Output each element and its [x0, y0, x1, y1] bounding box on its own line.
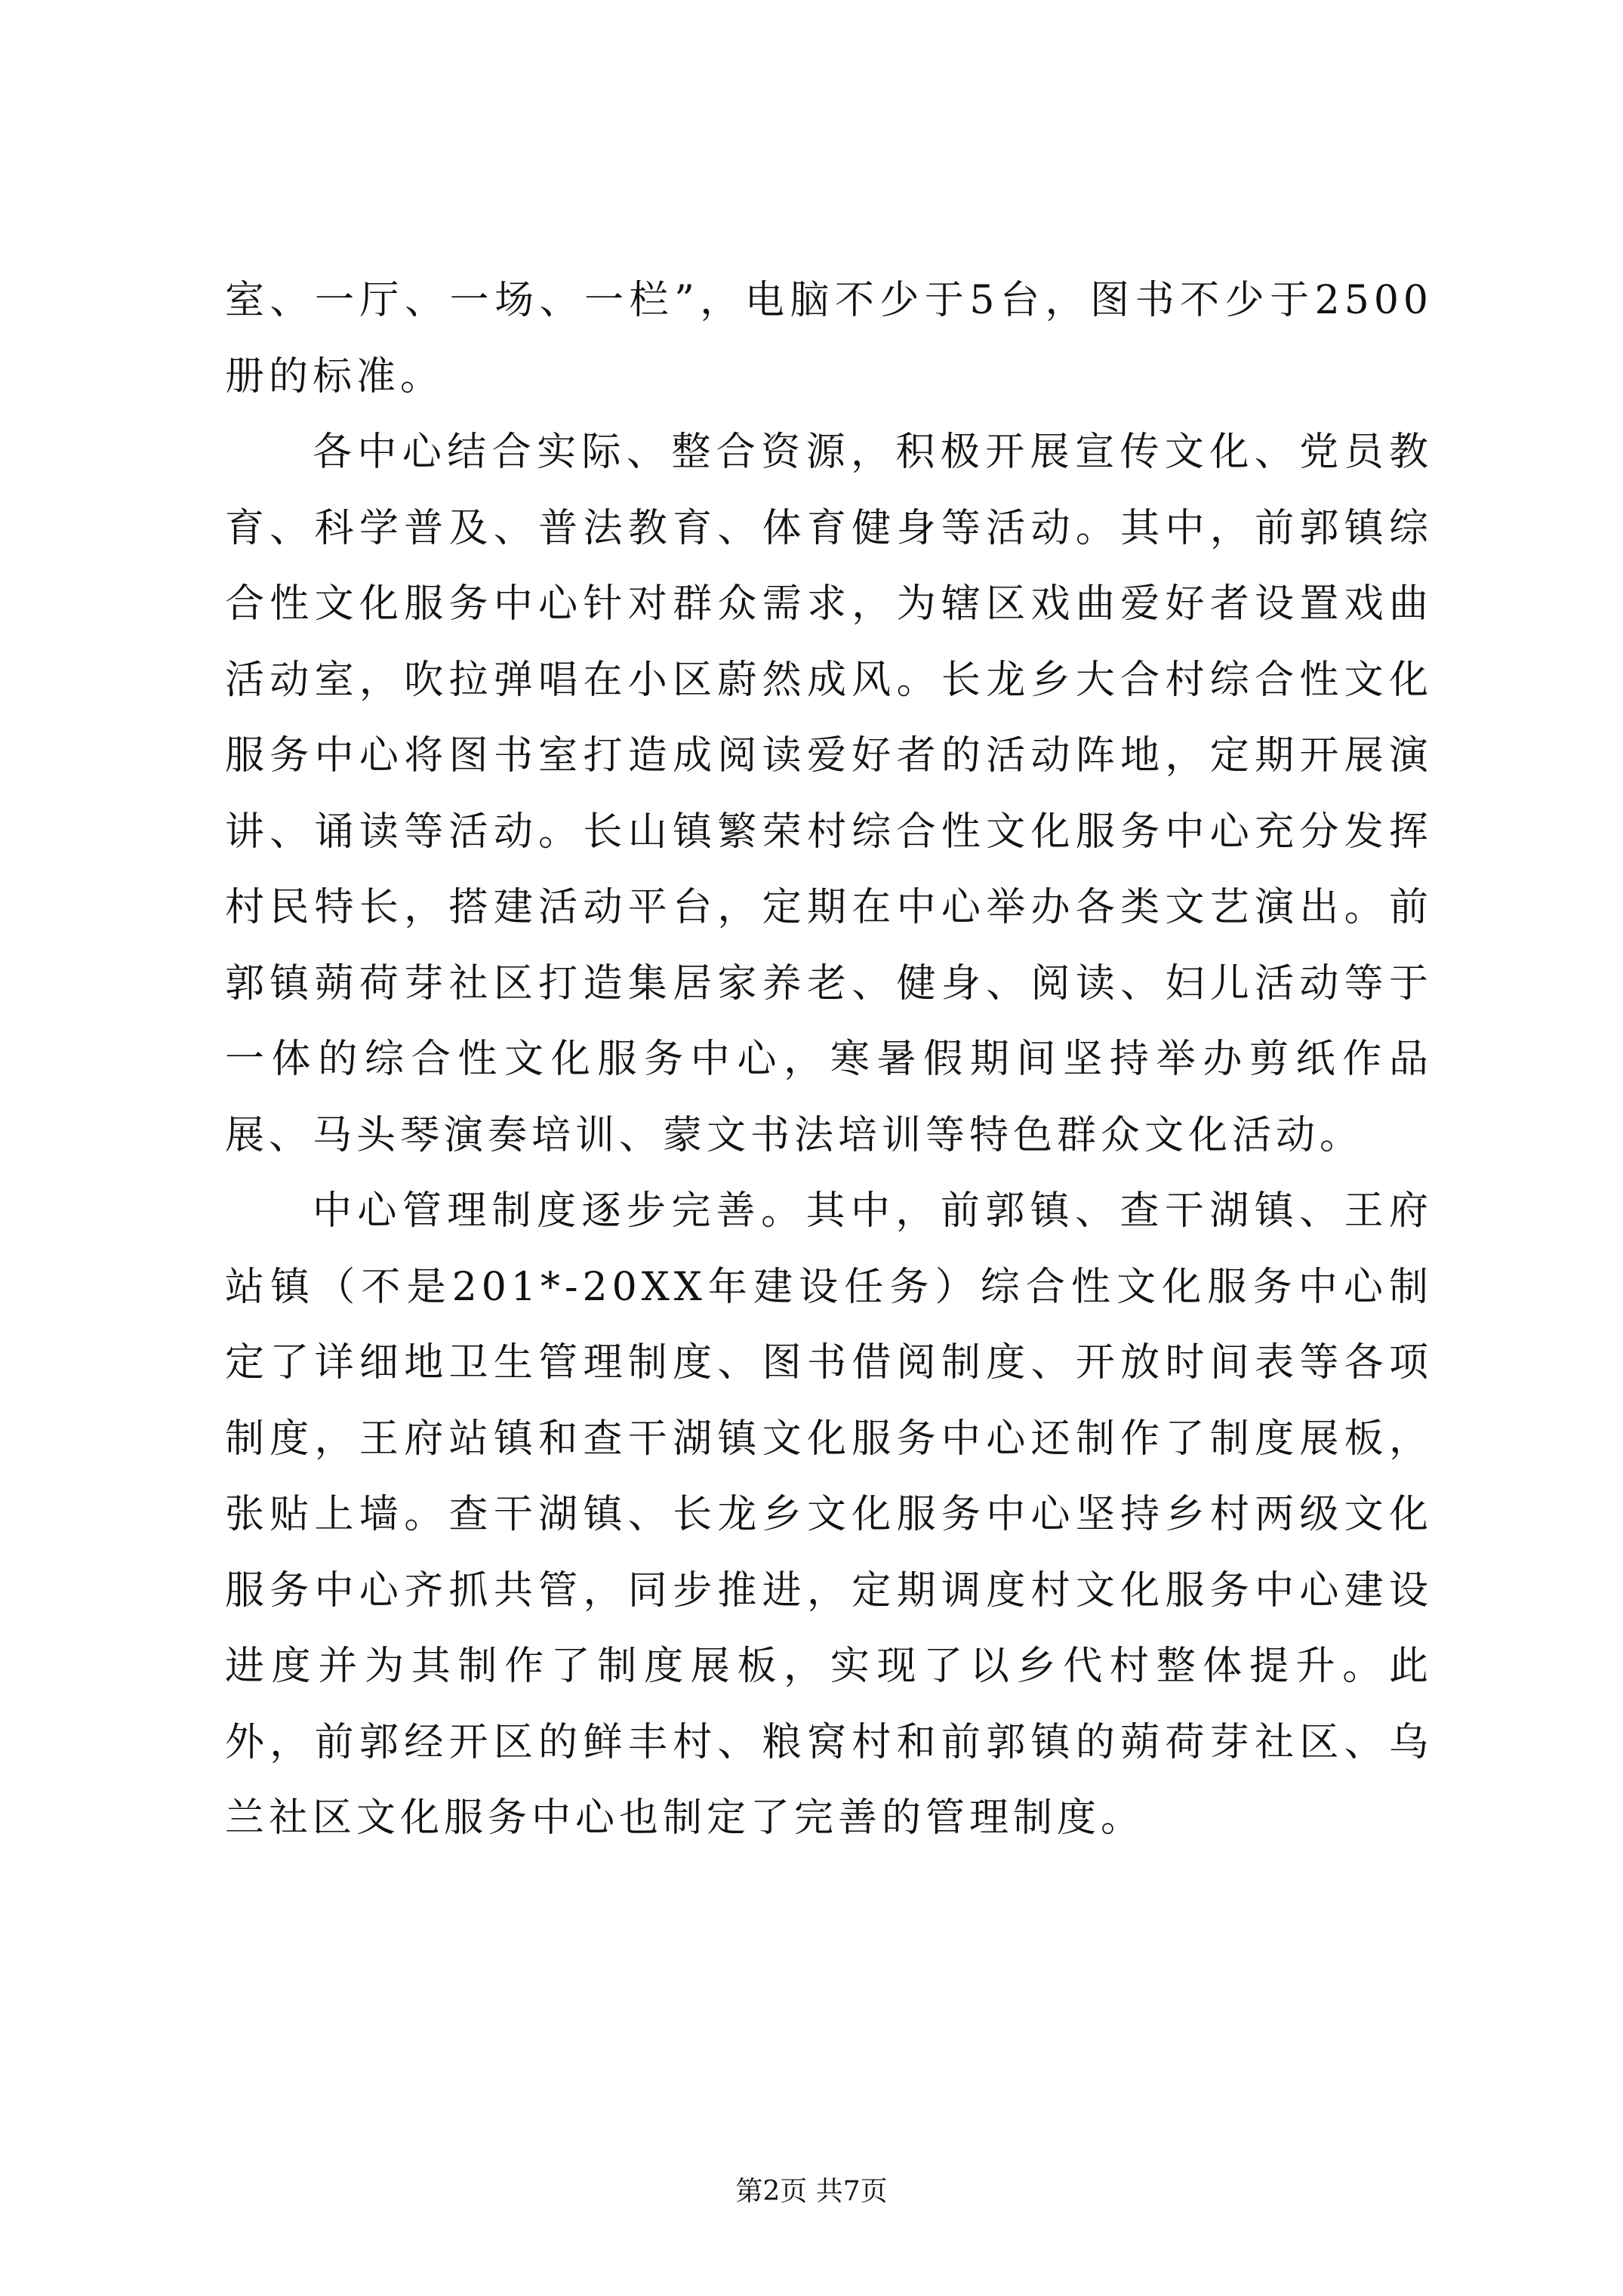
- paragraph-management-system: 中心管理制度逐步完善。其中，前郭镇、查干湖镇、王府站镇（不是201*-20XX年建设任务）综合性文化服务中心制定了详细地卫生管理制度、图书借阅制度、开放时间表等各项制度，王府站镇和查干湖镇文化服务中心还制作了制度展板，张贴上墙。查干湖镇、长龙乡文化服务中心坚持乡村两级文化服务中心齐抓共管，同步推进，定期调度村文化服务中心建设进度并为其制作了制度展板，实现了以乡代村整体提升。此外，前郭经开区的鲜丰村、粮窝村和前郭镇的蒴荷芽社区、乌兰社区文化服务中心也制定了完善的管理制度。: [225, 1188, 1433, 1841]
- paragraph-continuation: 室、一厅、一场、一栏”，电脑不少于5台，图书不少于2500册的标准。: [225, 278, 1433, 399]
- body-text: [225, 263, 1433, 1857]
- paragraph-cultural-activities: 各中心结合实际、整合资源，积极开展宣传文化、党员教育、科学普及、普法教育、体育健身等活动。其中，前郭镇综合性文化服务中心针对群众需求，为辖区戏曲爱好者设置戏曲活动室，吹拉弹唱在小区蔚然成风。长龙乡大合村综合性文化服务中心将图书室打造成阅读爱好者的活动阵地，定期开展演讲、诵读等活动。长山镇繁荣村综合性文化服务中心充分发挥村民特长，搭建活动平台，定期在中心举办各类文艺演出。前郭镇蒴荷芽社区打造集居家养老、健身、阅读、妇儿活动等于一体的综合性文化服务中心，寒暑假期间坚持举办剪纸作品展、马头琴演奏培训、蒙文书法培训等特色群众文化活动。: [225, 430, 1433, 1158]
- page-number-footer: 第2页 共7页: [735, 2176, 888, 2207]
